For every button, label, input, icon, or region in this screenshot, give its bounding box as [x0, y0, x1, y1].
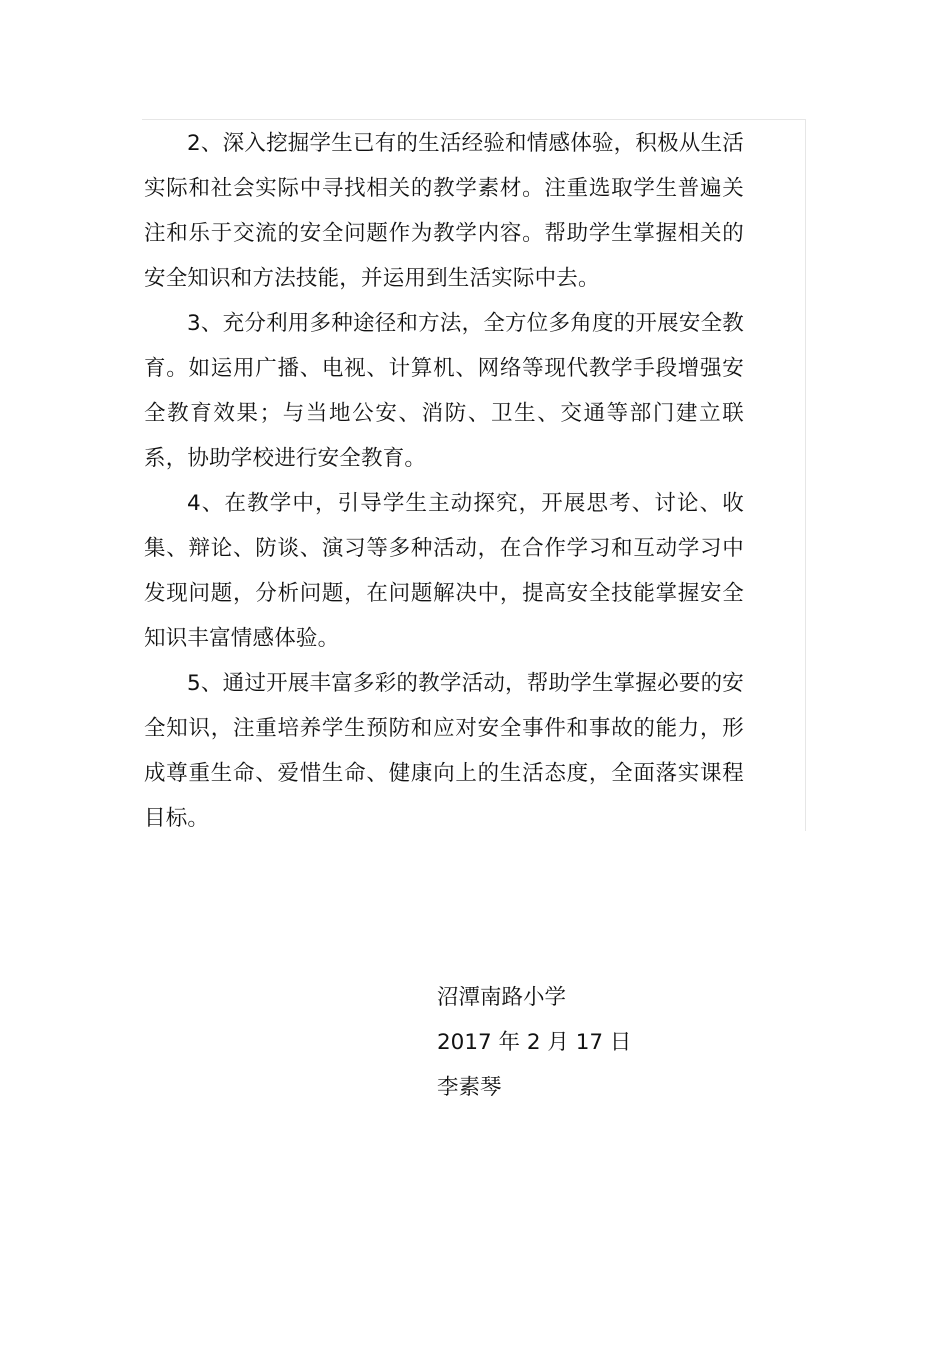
paragraph-4: 4、在教学中，引导学生主动探究，开展思考、讨论、收集、辩论、防谈、演习等多种活动，在合作学习和互动学习中发现问题，分析问题，在问题解决中，提高安全技能掌握安全知识丰富情感体验。 — [144, 491, 744, 651]
document-body — [144, 121, 744, 841]
paragraph-2: 2、深入挖掘学生已有的生活经验和情感体验，积极从生活实际和社会实际中寻找相关的教学素材。注重选取学生普遍关注和乐于交流的安全问题作为教学内容。帮助学生掌握相关的安全知识和方法技能，并运用到生活实际中去。 — [144, 131, 744, 291]
school-name: 沼潭南路小学 — [437, 985, 567, 1010]
paragraph-3: 3、充分利用多种途径和方法，全方位多角度的开展安全教育。如运用广播、电视、计算机、网络等现代教学手段增强安全教育效果；与当地公安、消防、卫生、交通等部门建立联系，协助学校进行安全教育。 — [144, 311, 744, 471]
author-name: 李素琴 — [437, 1075, 502, 1100]
signature-date: 2017 年 2 月 17 日 — [437, 1030, 632, 1055]
paragraph-5: 5、通过开展丰富多彩的教学活动，帮助学生掌握必要的安全知识，注重培养学生预防和应对安全事件和事故的能力，形成尊重生命、爱惜生命、健康向上的生活态度，全面落实课程目标。 — [144, 671, 744, 831]
signature-block — [437, 975, 631, 1110]
